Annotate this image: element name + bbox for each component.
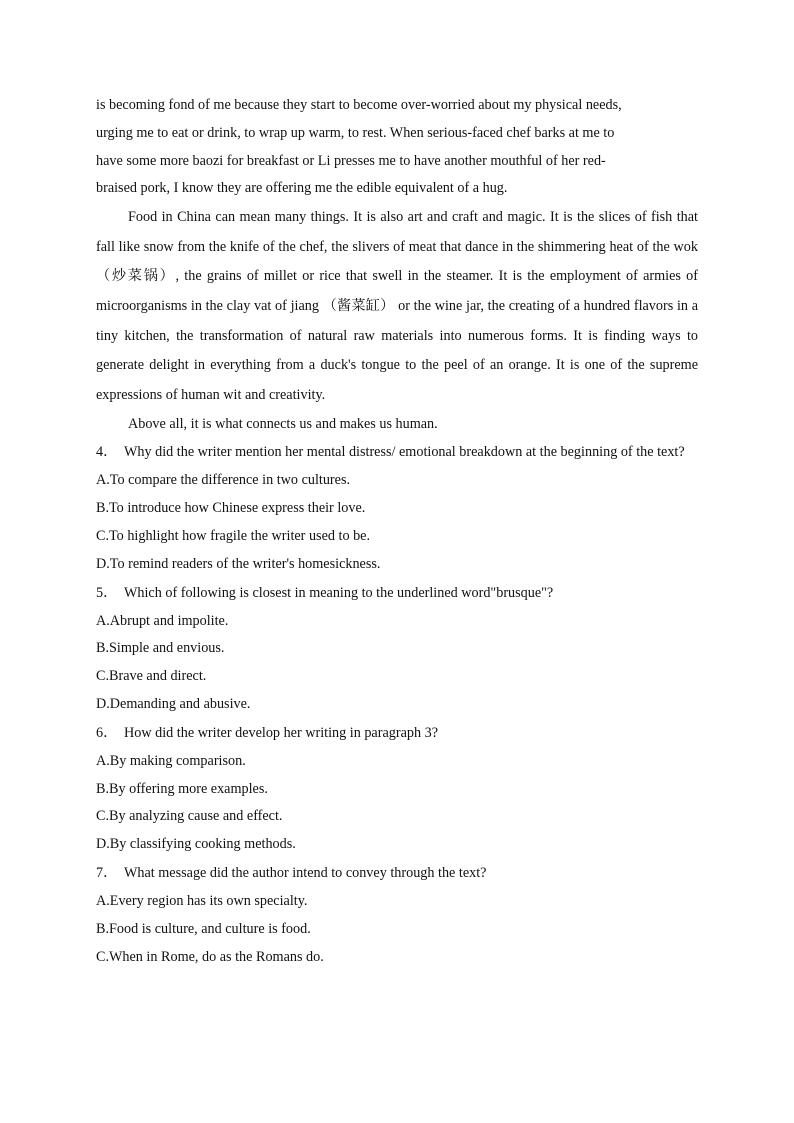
question-text: How did the writer develop her writing in paragraph 3?	[124, 724, 438, 741]
passage-line: have some more baozi for breakfast or Li presses me to have another mouthful of her red-	[96, 152, 606, 169]
question-4	[96, 438, 698, 578]
answer-option-d: D.Demanding and abusive.	[96, 695, 251, 712]
question-text: What message did the author intend to convey through the text?	[124, 864, 487, 881]
question-stem	[96, 859, 698, 888]
answer-option-a: A.By making comparison.	[96, 752, 246, 769]
question-7	[96, 859, 698, 971]
answer-option-b: B.By offering more examples.	[96, 780, 268, 797]
answer-option-b: B.Simple and envious.	[96, 640, 225, 657]
question-number: 5．	[96, 584, 118, 601]
question-text: Why did the writer mention her mental distress/ emotional breakdown at the beginning of the text?	[124, 444, 685, 461]
answer-option-b: B.Food is culture, and culture is food.	[96, 920, 311, 937]
passage-paragraph-1	[96, 92, 698, 203]
passage-line: is becoming fond of me because they start to become over-worried about my physical needs,	[96, 97, 622, 113]
answer-option-c: C.When in Rome, do as the Romans do.	[96, 948, 324, 965]
passage-line: braised pork, I know they are offering me the edible equivalent of a hug.	[96, 180, 508, 197]
answer-option-c: C.To highlight how fragile the writer used to be.	[96, 527, 371, 544]
question-stem	[96, 438, 698, 467]
answer-option-d: D.By classifying cooking methods.	[96, 836, 296, 853]
answer-option-a: A.Every region has its own specialty.	[96, 892, 308, 909]
question-stem	[96, 579, 698, 608]
question-number: 7．	[96, 864, 118, 881]
document-page	[96, 92, 698, 971]
question-number: 6．	[96, 724, 118, 741]
question-5	[96, 579, 698, 719]
answer-option-b: B.To introduce how Chinese express their love.	[96, 500, 366, 517]
passage-paragraph-2: Food in China can mean many things. It is also art and craft and magic. It is the slices of fish that fall like snow from the knife of the chef, the slivers of meat that dance in the shimmering heat of the wok（炒菜锅）, the grains of millet or rice that swell in the steamer. It is the employment of armies of microorganisms in the clay vat of jiang （酱菜缸） or the wine jar, the creating of a hundred flavors in a tiny kitchen, the transformation of natural raw materials into numerous forms. It is finding ways to generate delight in everything from a duck's tongue to the peel of an orange. It is one of the supreme expressions of human wit and creativity.	[96, 209, 698, 403]
question-text: Which of following is closest in meaning to the underlined word"brusque"?	[124, 584, 554, 601]
answer-option-c: C.By analyzing cause and effect.	[96, 808, 283, 825]
passage-paragraph-3: Above all, it is what connects us and makes us human.	[128, 416, 438, 433]
answer-option-a: A.To compare the difference in two cultures.	[96, 472, 351, 489]
answer-option-c: C.Brave and direct.	[96, 668, 207, 685]
answer-option-d: D.To remind readers of the writer's homesickness.	[96, 555, 381, 572]
question-stem	[96, 719, 698, 748]
question-number: 4．	[96, 444, 118, 461]
passage-line: urging me to eat or drink, to wrap up warm, to rest. When serious-faced chef barks at me to	[96, 124, 615, 141]
question-6	[96, 719, 698, 859]
answer-option-a: A.Abrupt and impolite.	[96, 612, 229, 629]
